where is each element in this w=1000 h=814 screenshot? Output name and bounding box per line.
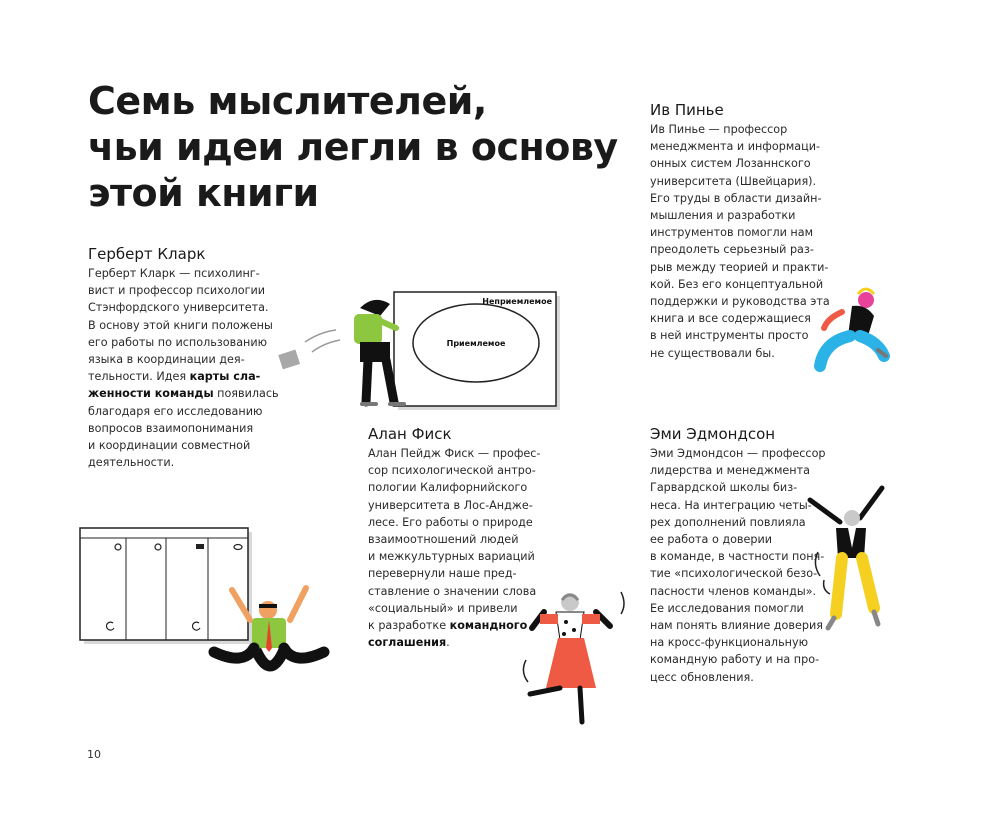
text-line: Герберт Кларк — психолинг-	[88, 267, 260, 280]
text-line: рыв между теорией и практи-	[650, 260, 829, 274]
highlight-term: женности команды	[88, 387, 214, 401]
thinker-description	[650, 445, 826, 686]
text-line: Алан Пейдж Фиск — профес-	[368, 447, 541, 460]
title-line-1: Семь мыслителей,	[88, 79, 487, 123]
text-line: тие «психологической безо-	[650, 567, 818, 581]
text-line: командную работу и на про-	[650, 653, 820, 667]
highlight-term: командного	[449, 619, 528, 633]
highlight-term: карты сла-	[189, 370, 261, 384]
text-line: не существовали бы.	[650, 346, 775, 360]
kanban-illustration	[78, 525, 338, 695]
board-inner-label: Приемлемое	[446, 339, 506, 348]
text-line: его работы по использованию	[88, 335, 268, 349]
text-line: неса. На интеграцию четы-	[650, 498, 812, 512]
page-title	[88, 78, 618, 216]
text-line: онных систем Лозаннского	[650, 157, 811, 171]
text-line: деятельности.	[88, 456, 175, 470]
text-line: мышления и разработки	[650, 209, 796, 223]
text-line: ее работа о доверии	[650, 533, 773, 547]
thinker-edmondson	[650, 424, 826, 686]
thinker-name: Герберт Кларк	[88, 245, 206, 263]
text-line: ставление о значении слова	[368, 584, 537, 598]
text-line: Ее исследования помогли	[650, 601, 804, 615]
text-line: в ней инструменты просто	[650, 329, 809, 343]
text-line: рех дополнений повлияла	[650, 515, 806, 529]
text-line: нам понять влияние доверия	[650, 619, 823, 633]
highlight-term: соглашения	[368, 636, 447, 650]
text-line: преодолеть серьезный раз-	[650, 243, 814, 257]
text-line: языка в координации дея-	[88, 353, 245, 367]
title-line-2: чьи идеи легли в основу	[88, 125, 618, 169]
text-line	[88, 385, 279, 402]
text-line: инструментов помогли нам	[650, 226, 814, 240]
text-line: пасности членов команды».	[650, 584, 817, 598]
text-line: и межкультурных вариаций	[368, 550, 535, 564]
text-line: Его труды в области дизайн-	[650, 191, 822, 205]
text-line: лесе. Его работы о природе	[368, 515, 533, 529]
board-illustration	[270, 280, 570, 420]
text-line: В основу этой книги положены	[88, 318, 273, 332]
text-line: лидерства и менеджмента	[650, 464, 810, 478]
motion-lines	[815, 552, 830, 594]
text-line: Эми Эдмондсон — профессор	[650, 447, 826, 460]
motion-lines	[305, 330, 340, 352]
text-line: вопросов взаимопонимания	[88, 421, 254, 435]
title-line-3: этой книги	[88, 171, 319, 215]
text-line: поддержки и руководства эта	[650, 295, 830, 309]
text-line: Стэнфордского университета.	[88, 301, 269, 315]
text-line: взаимоотношений людей	[368, 533, 519, 547]
thinker-pigneur	[650, 100, 830, 362]
text-line: вист и профессор психологии	[88, 284, 266, 298]
thinker-name: Алан Фиск	[368, 425, 452, 443]
text-line: кой. Без его концептуальной	[650, 277, 824, 291]
text-line: Ив Пинье — профессор	[650, 123, 788, 136]
thinker-clark	[88, 244, 279, 471]
text-line: перевернули наше пред-	[368, 567, 517, 581]
text-line: «социальный» и привели	[368, 601, 518, 615]
thinker-name: Ив Пинье	[650, 101, 724, 119]
text-line: цесс обновления.	[650, 670, 754, 684]
page-number: 10	[87, 748, 101, 761]
text-line: Гарвардской школы биз-	[650, 481, 798, 495]
text-fragment: к разработке	[368, 619, 450, 633]
woman-red-dress-illustration	[515, 585, 635, 725]
text-line: университета в Лос-Андже-	[368, 498, 533, 512]
thinker-name: Эми Эдмондсон	[650, 425, 776, 443]
text-fragment: тельности. Идея	[88, 370, 190, 384]
text-line: университета (Швейцария).	[650, 174, 817, 188]
text-line	[88, 368, 279, 385]
kanban-board	[80, 528, 248, 640]
text-line: пологии Калифорнийского	[368, 481, 528, 495]
woman-blue-pants-illustration	[812, 290, 892, 375]
text-line: и координации совместной	[88, 439, 251, 453]
thinker-description	[88, 265, 279, 471]
board-outer-label: Неприемлемое	[482, 297, 552, 306]
thinker-description	[650, 121, 830, 362]
text-line: благодаря его исследованию	[88, 404, 263, 418]
battery-icon	[196, 544, 204, 549]
text-fragment: .	[446, 636, 450, 650]
text-fragment: появилась	[213, 387, 279, 401]
text-line: книга и все содержащиеся	[650, 312, 811, 326]
text-line: в команде, в частности поня-	[650, 550, 825, 564]
crumpled-paper	[278, 350, 300, 370]
text-line: сор психологической антро-	[368, 464, 536, 478]
text-line: менеджмента и информаци-	[650, 140, 821, 154]
man-yellow-pants-illustration	[805, 485, 895, 635]
text-line: на кросс-функциональную	[650, 636, 809, 650]
